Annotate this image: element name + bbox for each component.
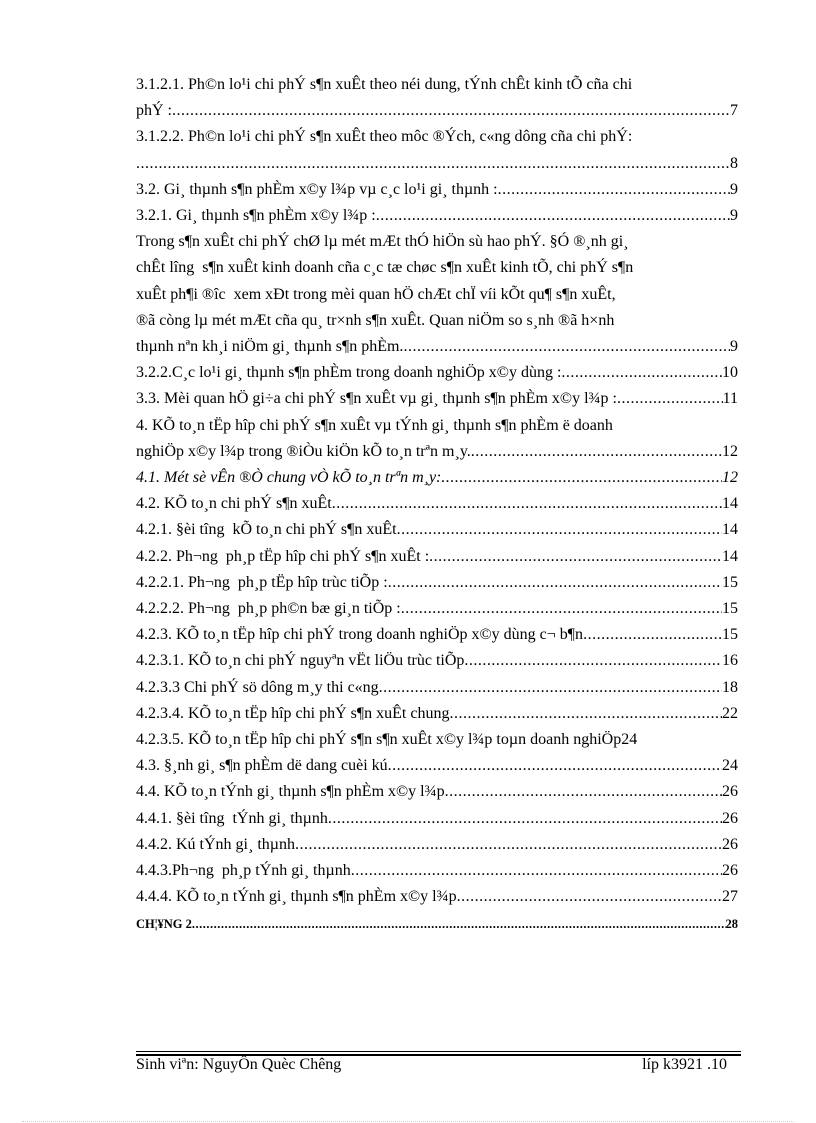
toc-entry-title: 4.4.3.Ph¬ng ph¸p tÝnh gi¸ thµnh: [136, 862, 351, 880]
toc-page-number: 9: [730, 207, 738, 225]
toc-dot-leader: [388, 753, 722, 779]
toc-entry-text-line: chÊt lîng s¶n xuÊt kinh doanh cña c¸c tæ chøc s¶n xuÊt kinh tÕ, chi phÝ s¶n: [136, 259, 634, 277]
toc-page-number: 16: [722, 652, 738, 670]
toc-entry[interactable]: [136, 753, 738, 779]
toc-page-number: 15: [722, 626, 738, 644]
footer-student-name: Sinh viªn: NguyÔn Quèc Chêng: [136, 1056, 342, 1073]
toc-dot-leader: [388, 570, 722, 596]
toc-entry-row: [136, 491, 738, 517]
toc-entry-row: [136, 806, 738, 832]
footer-rule-thin: [136, 1051, 741, 1052]
toc-entry[interactable]: [136, 858, 738, 884]
toc-entry-row: [136, 98, 738, 124]
toc-entry-title: 4.2.1. §èi tîng kÕ to¸n chi phÝ s¶n xuÊt: [136, 521, 397, 539]
toc-dot-leader: [561, 360, 722, 386]
toc-entry[interactable]: [136, 701, 738, 727]
toc-dot-leader: [376, 203, 730, 229]
toc-dot-leader: [457, 884, 722, 910]
toc-entry[interactable]: [136, 177, 738, 203]
toc-entry-title: 4.4.1. §èi tîng tÝnh gi¸ thµnh: [136, 809, 328, 827]
toc-entry-row: [136, 911, 738, 937]
toc-entry-row: [136, 753, 738, 779]
toc-entry-title: 3.2.1. Gi¸ thµnh s¶n phÈm x©y l¾p :: [136, 207, 376, 225]
toc-dot-leader: [379, 675, 722, 701]
toc-entry-title: nghiÖp x©y l¾p trong ®iÒu kiÖn kÕ to¸n trªn m¸y.: [136, 442, 471, 460]
toc-entry-title: thµnh nªn kh¸i niÖm gi¸ thµnh s¶n phÈm.: [136, 338, 404, 356]
toc-entry-title: 4.2.3.4. KÕ to¸n tËp hîp chi phÝ s¶n xuÊt chung: [136, 704, 450, 722]
toc-page-number: 12: [722, 442, 738, 460]
toc-page-number: 15: [722, 573, 738, 591]
toc-page-number: 24: [722, 757, 738, 775]
toc-entry[interactable]: [136, 806, 738, 832]
toc-page-number: 26: [722, 783, 738, 801]
toc-entry-title: 4.3. §¸nh gi¸ s¶n phÈm dë dang cuèi kú: [136, 757, 388, 775]
toc-dot-leader: [295, 832, 722, 858]
toc-dot-leader: [449, 701, 722, 727]
toc-entry[interactable]: [136, 570, 738, 596]
toc-page-number: 24: [621, 731, 638, 749]
toc-dot-leader: [397, 517, 722, 543]
toc-entry-title: phÝ :: [136, 102, 172, 120]
toc-dot-leader: [464, 648, 722, 674]
toc-entry-row: [136, 360, 738, 386]
toc-entry[interactable]: [136, 779, 738, 805]
toc-page-number: 9: [730, 338, 738, 356]
page-bottom-edge: [22, 1121, 794, 1122]
toc-entry[interactable]: [136, 622, 738, 648]
toc-page-number: 10: [722, 364, 738, 382]
toc-page-number: 18: [722, 678, 738, 696]
toc-entry[interactable]: [136, 596, 738, 622]
toc-dot-leader: [445, 779, 722, 805]
toc-entry[interactable]: [136, 124, 738, 176]
toc-entry[interactable]: [136, 491, 738, 517]
toc-dot-leader: [429, 544, 722, 570]
toc-dot-leader: [583, 622, 722, 648]
toc-entry-title: 4.2.3.1. KÕ to¸n chi phÝ nguyªn vËt liÖu trùc tiÕp: [136, 652, 465, 670]
toc-entry[interactable]: [136, 544, 738, 570]
toc-page-number: 7: [730, 102, 738, 120]
toc-entry-row: [136, 151, 738, 177]
toc-entry-row: [136, 596, 738, 622]
toc-entry-row: [136, 439, 738, 465]
toc-entry-row: [136, 177, 738, 203]
toc-entry-row: [136, 779, 738, 805]
toc-entry[interactable]: [136, 648, 738, 674]
toc-dot-leader: [136, 151, 730, 177]
toc-entry-title: 4.2.2. Ph¬ng ph¸p tËp hîp chi phÝ s¶n xuÊt :: [136, 547, 430, 565]
toc-entry-row: [136, 701, 738, 727]
toc-entry-row: [136, 832, 738, 858]
toc-entry-title: 4.2.2.1. Ph¬ng ph¸p tËp hîp trùc tiÕp :: [136, 573, 388, 591]
toc-entry[interactable]: [136, 413, 738, 465]
toc-page-number: 22: [722, 704, 738, 722]
toc-page-number: 11: [722, 390, 738, 408]
toc-entry-text-line: 3.1.2.2. Ph©n lo¹i chi phÝ s¶n xuÊt theo môc ®Ých, c«ng dông cña chi phÝ:: [136, 128, 633, 146]
toc-entry-text-line: ®ã còng lµ mét mÆt cña qu¸ tr×nh s¶n xuÊt. Quan niÖm so s¸nh ®ã h×nh: [136, 311, 615, 329]
toc-dot-leader: [332, 491, 722, 517]
toc-dot-leader: [172, 98, 730, 124]
toc-entry-title: 4.1. Mét sè vÊn ®Ò chung vÒ kÕ to¸n trªn m¸y:: [136, 469, 442, 487]
toc-entry-row: [136, 570, 738, 596]
toc-entry-title: 4.4.2. Kú tÝnh gi¸ thµnh: [136, 835, 295, 853]
toc-page-number: 9: [730, 180, 738, 198]
toc-page-number: 26: [722, 809, 738, 827]
toc-entry[interactable]: [136, 72, 738, 124]
toc-entry-row: [136, 517, 738, 543]
footer-class-code: líp k3921 .10: [642, 1056, 727, 1073]
page-footer: [136, 1056, 727, 1074]
toc-page-number: 27: [722, 888, 738, 906]
toc-entry-row: [136, 334, 738, 360]
toc-entry[interactable]: [136, 884, 738, 910]
toc-entry[interactable]: [136, 360, 738, 386]
toc-entry[interactable]: [136, 517, 738, 543]
toc-dot-leader: [401, 596, 722, 622]
toc-entry-row: [136, 622, 738, 648]
toc-page-number: 14: [722, 495, 738, 513]
toc-entry-row: [136, 386, 738, 412]
toc-dot-leader: [617, 386, 723, 412]
toc-entry-text-line: 3.1.2.1. Ph©n lo¹i chi phÝ s¶n xuÊt theo néi dung, tÝnh chÊt kinh tÕ cña chi: [136, 76, 633, 93]
toc-dot-leader: [441, 465, 722, 491]
toc-entry[interactable]: [136, 203, 738, 229]
toc-page-number: 15: [722, 600, 738, 618]
toc-page-number: 26: [722, 835, 738, 853]
toc-page-number: 12: [722, 469, 738, 487]
toc-dot-leader: [328, 806, 722, 832]
toc-dot-leader: [471, 439, 722, 465]
toc-entry-title: CH¦¥NG 2: [136, 916, 192, 931]
toc-entry-row: [136, 884, 738, 910]
toc-entry-row: [136, 858, 738, 884]
toc-entry-row: [136, 544, 738, 570]
toc-entry-text-line: 4. KÕ to¸n tËp hîp chi phÝ s¶n xuÊt vµ tÝnh gi¸ thµnh s¶n phÈm ë doanh: [136, 416, 613, 434]
toc-entry-title: 4.2.2.2. Ph¬ng ph¸p ph©n bæ gi¸n tiÕp :: [136, 600, 401, 618]
toc-entry-title: 4.4.4. KÕ to¸n tÝnh gi¸ thµnh s¶n phÈm x©y l¾p: [136, 888, 457, 906]
toc-dot-leader: [403, 334, 730, 360]
toc-entry-row: [136, 675, 738, 701]
toc-dot-leader: [498, 177, 730, 203]
toc-entry-row: [136, 203, 738, 229]
toc-entry[interactable]: [136, 911, 738, 937]
table-of-contents: [136, 72, 738, 937]
toc-entry[interactable]: [136, 675, 738, 701]
toc-dot-leader: [351, 858, 722, 884]
toc-page-number: 28: [725, 916, 738, 931]
toc-entry-title: 3.3. Mèi quan hÖ gi÷a chi phÝ s¶n xuÊt vµ gi¸ thµnh s¶n phÈm x©y l¾p :: [136, 390, 617, 408]
toc-dot-leader: [192, 911, 726, 937]
toc-entry[interactable]: [136, 727, 738, 753]
toc-entry-title: 3.2.2.C¸c lo¹i gi¸ thµnh s¶n phÈm trong doanh nghiÖp x©y dùng :: [136, 364, 562, 382]
toc-entry-title: 4.2. KÕ to¸n chi phÝ s¶n xuÊt: [136, 495, 332, 513]
toc-entry-row: [136, 727, 738, 753]
toc-entry-title: 3.2. Gi¸ thµnh s¶n phÈm x©y l¾p vµ c¸c lo¹i gi¸ thµnh :: [136, 180, 498, 198]
toc-entry[interactable]: [136, 465, 738, 491]
toc-entry[interactable]: [136, 386, 738, 412]
toc-entry-text-line: Trong s¶n xuÊt chi phÝ chØ lµ mét mÆt thÓ hiÖn sù hao phÝ. §Ó ®¸nh gi¸: [136, 233, 629, 251]
toc-page-number: 8: [730, 154, 738, 172]
toc-entry-row: [136, 648, 738, 674]
toc-entry-row: [136, 465, 738, 491]
toc-entry[interactable]: [136, 229, 738, 360]
toc-entry-title: 4.2.3.3 Chi phÝ sö dông m¸y thi c«ng: [136, 678, 379, 696]
toc-entry-text-line: xuÊt ph¶i ®îc xem xÐt trong mèi quan hÖ chÆt chÏ víi kÕt qu¶ s¶n xuÊt,: [136, 285, 616, 303]
toc-entry-title: 4.2.3. KÕ to¸n tËp hîp chi phÝ trong doanh nghiÖp x©y dùng c¬ b¶n: [136, 626, 584, 644]
toc-page-number: 26: [722, 862, 738, 880]
toc-entry-title: 4.2.3.5. KÕ to¸n tËp hîp chi phÝ s¶n s¶n xuÊt x©y l¾p toµn doanh nghiÖp: [136, 731, 622, 749]
toc-entry-title: 4.4. KÕ to¸n tÝnh gi¸ thµnh s¶n phÈm x©y l¾p: [136, 783, 445, 801]
toc-entry[interactable]: [136, 832, 738, 858]
toc-page-number: 14: [722, 547, 738, 565]
toc-page-number: 14: [722, 521, 738, 539]
